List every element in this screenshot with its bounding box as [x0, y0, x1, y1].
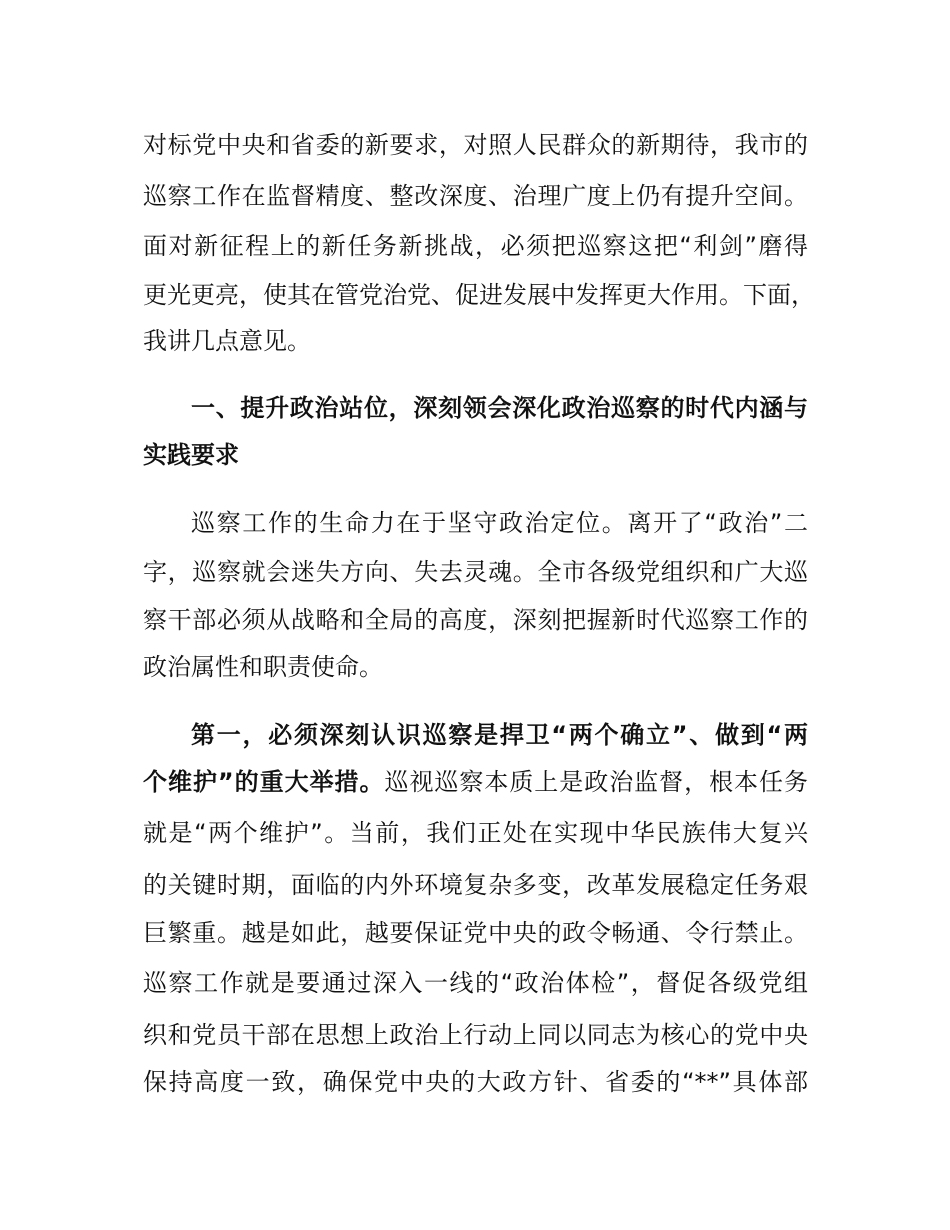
intro-line: 巡察工作在监督精度、整改深度、治理广度上仍有提升空间。	[143, 182, 808, 210]
point-heading-end: 个维护”的重大举措。	[143, 768, 385, 796]
paragraph-line: 的关键时期，面临的内外环境复杂多变，改革发展稳定任务艰	[143, 871, 808, 899]
paragraph-line: 巨繁重。越是如此，越要保证党中央的政令畅通、令行禁止。	[143, 919, 808, 947]
intro-line: 对标党中央和省委的新要求，对照人民群众的新期待，我市的	[143, 131, 808, 159]
section-heading: 一、提升政治站位，深刻领会深化政治巡察的时代内涵与	[191, 394, 808, 422]
paragraph-line: 政治属性和职责使命。	[143, 653, 383, 681]
paragraph-line: 巡察工作的生命力在于坚守政治定位。离开了“政治”二	[191, 509, 808, 537]
section-heading: 实践要求	[143, 441, 239, 469]
paragraph-text: 巡视巡察本质上是政治监督，根本任务	[384, 768, 809, 796]
intro-line: 我讲几点意见。	[143, 327, 311, 355]
paragraph-line	[143, 767, 808, 797]
intro-line: 面对新征程上的新任务新挑战，必须把巡察这把“利剑”磨得	[143, 232, 808, 260]
paragraph-line: 织和党员干部在思想上政治上行动上同以同志为核心的党中央	[143, 1021, 808, 1049]
intro-line: 更光更亮，使其在管党治党、促进发展中发挥更大作用。下面，	[143, 281, 815, 309]
point-heading: 第一，必须深刻认识巡察是捍卫“两个确立”、做到“两	[191, 721, 808, 749]
paragraph-line: 字，巡察就会迷失方向、失去灵魂。全市各级党组织和广大巡	[143, 558, 808, 586]
paragraph-line: 保持高度一致，确保党中央的大政方针、省委的“**”具体部	[143, 1068, 808, 1096]
paragraph-line: 察干部必须从战略和全局的高度，深刻把握新时代巡察工作的	[143, 606, 808, 634]
paragraph-line: 巡察工作就是要通过深入一线的“政治体检”，督促各级党组	[143, 969, 808, 997]
paragraph-line: 就是“两个维护”。当前，我们正处在实现中华民族伟大复兴	[143, 819, 808, 847]
